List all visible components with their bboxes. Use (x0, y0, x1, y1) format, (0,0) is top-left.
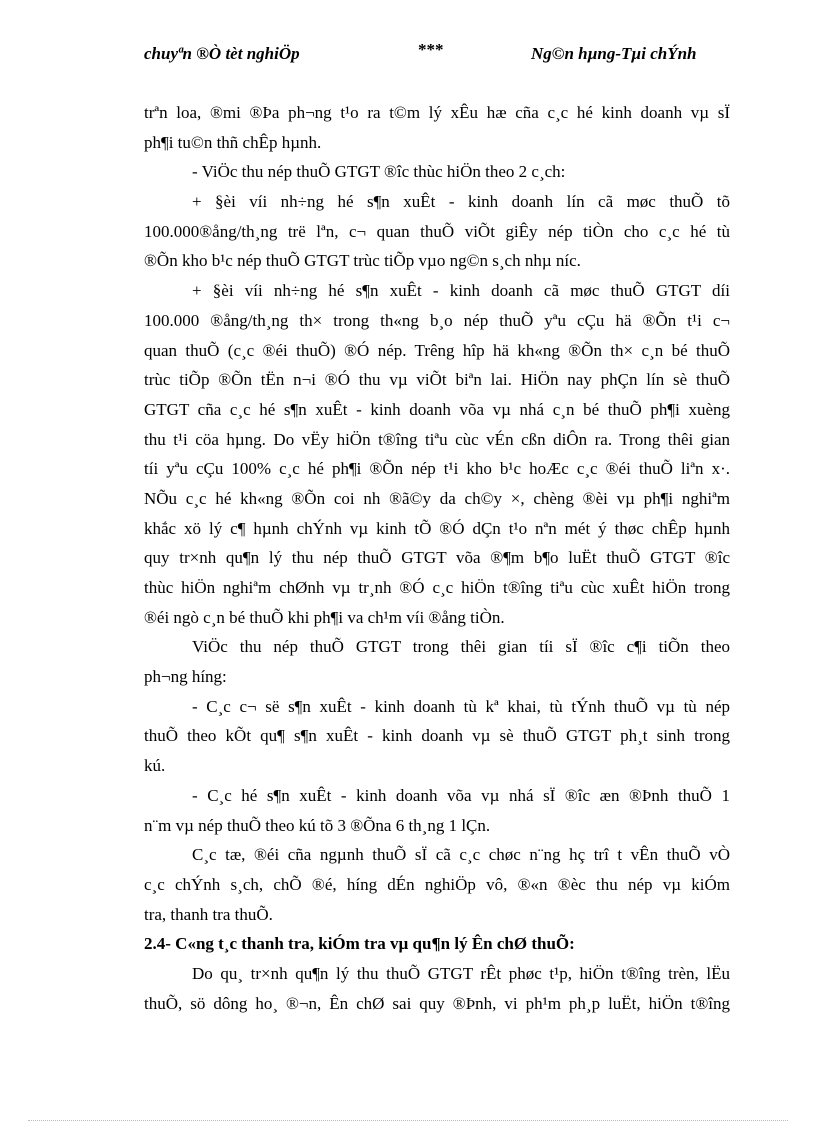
text-line: trªn loa, ®mi ®Þa ph¬ng t¹o ra t©m lý xÊu hæ cña c¸c hé kinh doanh vµ sÏ (144, 103, 730, 122)
text-line: c¸c chÝnh s¸ch, chÕ ®é, híng dÉn nghiÖp vô, ®«n ®èc thu nép vµ kiÓm (144, 874, 730, 894)
page-bottom-rule (28, 1120, 788, 1121)
text-line: - ViÖc thu nép thuÕ GTGT ®îc thùc hiÖn theo 2 c¸ch: (192, 162, 566, 182)
text-line: quan thuÕ (c¸c ®éi thuÕ) ®Ó nép. Trêng hîp hä kh«ng ®Õn th× c¸n bé thuÕ (144, 340, 730, 360)
text-line: ®éi ngò c¸n bé thuÕ khi ph¶i va ch¹m víi ®ång tiÒn. (144, 607, 505, 627)
text-line: 100.000 ®ång/th¸ng th× trong th«ng b¸o nép thuÕ yªu cÇu hä ®Õn t¹i c¬ (144, 310, 730, 330)
document-body (144, 98, 730, 1018)
text-line: - C¸c hé s¶n xuÊt - kinh doanh võa vµ nhá sÏ ®îc æn ®Þnh thuÕ 1 (192, 785, 730, 805)
text-line: n¨m vµ nép thuÕ theo kú tõ 3 ®Õna 6 th¸ng 1 lÇn. (144, 815, 491, 835)
text-line: ph¶i tu©n thñ chÊp hµnh. (144, 132, 322, 152)
text-line: trùc tiÕp ®Õn tËn n¬i ®Ó thu vµ viÕt biªn lai. HiÖn nay phÇn lín sè thuÕ (144, 370, 730, 390)
header-separator: *** (418, 40, 444, 59)
text-line: khắc xö lý c¶ hµnh chÝnh vµ kinh tÕ ®Ó dÇn t¹o nªn mét ý thøc chÊp hµnh (144, 518, 730, 538)
text-line: NÕu c¸c hé kh«ng ®Õn coi nh ®ã©y da ch©y ×, chèng ®èi vµ ph¶i nghiªm (144, 488, 730, 508)
text-line: thuÕ theo kÕt qu¶ s¶n xuÊt - kinh doanh vµ sè thuÕ GTGT ph¸t sinh trong (144, 726, 730, 746)
text-line: tra, thanh tra thuÕ. (144, 904, 273, 924)
page-header (0, 40, 816, 70)
text-line: GTGT cña c¸c hé s¶n xuÊt - kinh doanh võa vµ nhá c¸n bé thuÕ ph¶i xuèng (144, 399, 730, 419)
header-right-title: Ng©n hµng-Tµi chÝnh (531, 44, 697, 63)
text-line: thu t¹i cöa hµng. Do vËy hiÖn t®îng tiªu cùc vÉn cßn diÔn ra. Trong thêi gian (144, 429, 730, 449)
header-left-title: chuyªn ®Ò tèt nghiÖp (144, 44, 300, 63)
text-line: tíi yªu cÇu 100% c¸c hé ph¶i ®Õn nép t¹i kho b¹c hoÆc c¸c ®éi thuÕ liªn x·. (144, 459, 730, 479)
text-line: C¸c tæ, ®éi cña ngµnh thuÕ sÏ cã c¸c chøc n¨ng hç trî t vÊn thuÕ vÒ (192, 845, 730, 865)
text-line: + §èi víi nh÷ng hé s¶n xuÊt - kinh doanh lín cã møc thuÕ tõ (192, 192, 730, 212)
text-line: 100.000®ång/th¸ng trë lªn, c¬ quan thuÕ viÕt giÊy nép tiÒn cho c¸c hé tù (144, 221, 730, 241)
text-line: - C¸c c¬ së s¶n xuÊt - kinh doanh tù kª khai, tù tÝnh thuÕ vµ tù nép (192, 696, 730, 716)
text-line: kú. (144, 756, 166, 776)
text-line: thuÕ, sö dông ho¸ ®¬n, Ên chØ sai quy ®Þnh, vi ph¹m ph¸p luËt, hiÖn t®îng (144, 993, 730, 1013)
text-line: + §èi víi nh÷ng hé s¶n xuÊt - kinh doanh cã møc thuÕ GTGT díi (192, 281, 730, 301)
text-line: ph¬ng híng: (144, 667, 227, 687)
text-line: ®Õn kho b¹c nép thuÕ GTGT trùc tiÕp vµo ng©n s¸ch nhµ níc. (144, 251, 581, 271)
text-line: thùc hiÖn nghiªm chØnh vµ tr¸nh ®Ó c¸c hiÖn t®îng tiªu cùc xuÊt hiÖn trong (144, 578, 730, 597)
text-line: Do qu¸ tr×nh qu¶n lý thu thuÕ GTGT rÊt phøc t¹p, hiÖn t®îng trèn, lËu (192, 963, 730, 983)
section-heading: 2.4- C«ng t¸c thanh tra, kiÓm tra vµ qu¶n lý Ên chØ thuÕ: (144, 934, 575, 954)
text-line: ViÖc thu nép thuÕ GTGT trong thêi gian tíi sÏ ®îc c¶i tiÕn theo (192, 637, 730, 657)
text-line: quy tr×nh qu¶n lý thu nép thuÕ GTGT võa ®¶m b¶o luËt thuÕ GTGT ®îc (144, 548, 730, 568)
